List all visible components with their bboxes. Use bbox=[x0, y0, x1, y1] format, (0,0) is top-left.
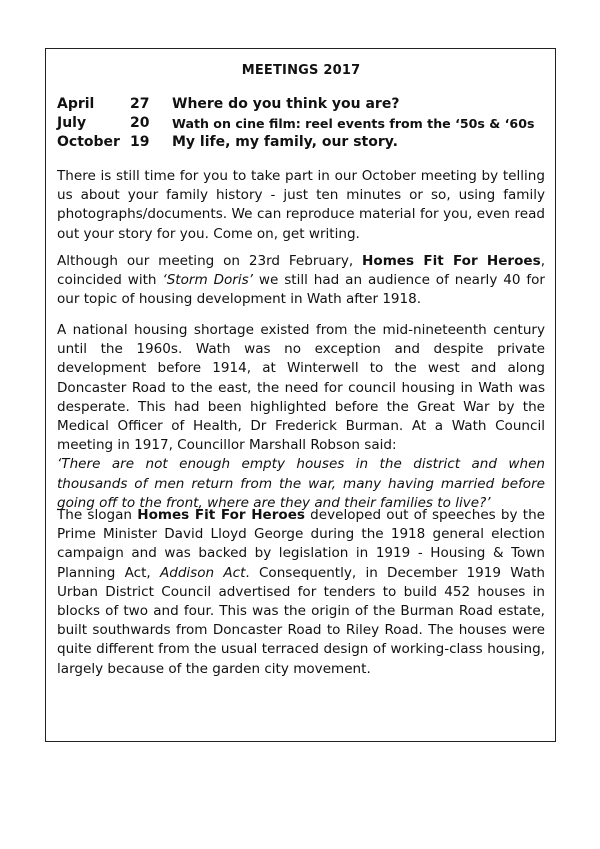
text-run: . Consequently, in December 1919 Wath Urban District Council advertised for tenders to build 452 houses in blocks of two and four. This was the origin of the Burman Road estate, built southwards from Doncaster Road to Riley Road. The houses were quite different from the usual terraced design of working-class housing, largely because of the garden city movement. bbox=[57, 564, 545, 677]
text-run: The slogan bbox=[57, 507, 138, 523]
meeting-day: 19 bbox=[130, 134, 150, 150]
text-run: Although our meeting on 23rd February, bbox=[57, 253, 363, 269]
paragraph-october-invitation: There is still time for you to take part in our October meeting by telling us about your family history - just ten minutes or so, using family photographs/documents. We can reproduce material for you, even read out your story for you. Come on, get writing. bbox=[57, 168, 545, 242]
meeting-day: 20 bbox=[130, 115, 150, 131]
italic-text: ‘Storm Doris’ bbox=[162, 272, 253, 289]
bold-text: Homes Fit For Heroes bbox=[137, 507, 305, 523]
meeting-topic: My life, my family, our story. bbox=[172, 134, 398, 150]
paragraph-homes-fit-for-heroes bbox=[57, 506, 545, 679]
text-run: A national housing shortage existed from the mid-nineteenth century until the 1960s. Wath was no exception and despite private development before 1914, at Winterwell to the west and along Doncaster Road to the east, the need for council housing in Wath was desperate. This had been highlighted before the Great War by the Medical Officer of Health, Dr Frederick Burman. At a Wath Council meeting in 1917, Councillor Marshall Robson said: bbox=[57, 322, 545, 454]
meeting-month: April bbox=[57, 96, 95, 112]
meeting-row bbox=[57, 134, 545, 153]
meeting-topic: Wath on cine film: reel events from the ‘50s & ‘60s bbox=[172, 116, 535, 131]
quotation: ‘There are not enough empty houses in the district and when thousands of men return from the war, many having married before going off to the front, where are they and their families to live?’ bbox=[57, 456, 545, 511]
meeting-topic: Where do you think you are? bbox=[172, 96, 400, 112]
text-run: developed out of speeches by the Prime Minister David Lloyd George during the 1918 general election campaign and was backed by legislation in 1919 - Housing & Town Planning Act, bbox=[57, 507, 545, 581]
meeting-row bbox=[57, 96, 545, 115]
meetings-list bbox=[57, 96, 545, 153]
paragraph-housing-shortage bbox=[57, 321, 545, 513]
newsletter-box bbox=[45, 48, 556, 742]
text-run: , coincided with bbox=[57, 253, 545, 289]
meeting-row bbox=[57, 115, 545, 134]
meeting-month: October bbox=[57, 134, 120, 150]
page-title: MEETINGS 2017 bbox=[241, 63, 361, 78]
paragraph-february-meeting bbox=[57, 252, 545, 310]
meeting-month: July bbox=[57, 115, 87, 131]
italic-text: Addison Act bbox=[159, 564, 246, 581]
text-run: we still had an audience of nearly 40 for our topic of housing development in Wath after 1918. bbox=[57, 272, 546, 308]
meeting-day: 27 bbox=[130, 96, 150, 112]
bold-text: Homes Fit For Heroes bbox=[362, 253, 541, 269]
